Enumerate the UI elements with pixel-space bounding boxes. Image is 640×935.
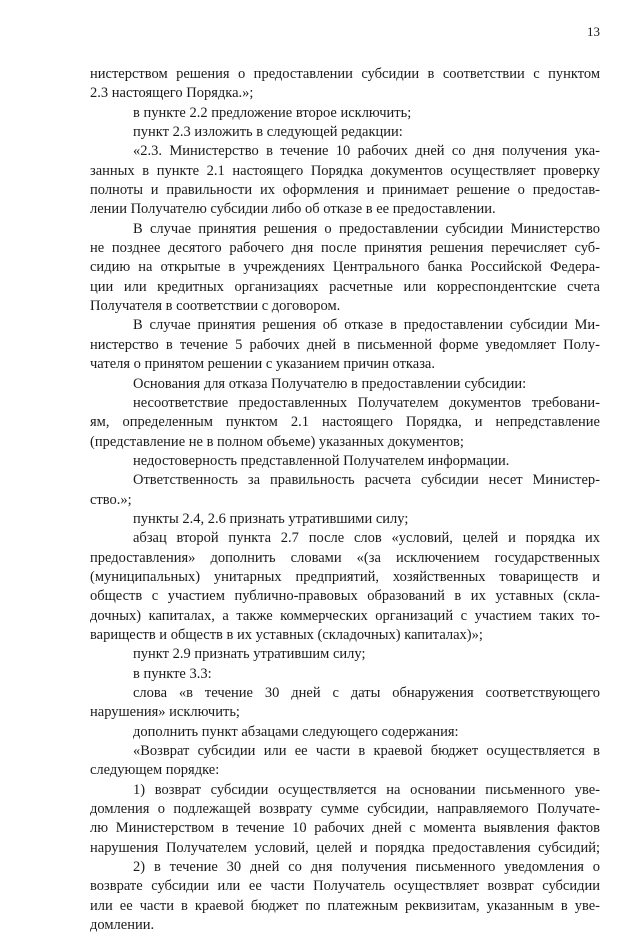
text-line: Получателя в соответствии с договором. [90, 298, 341, 315]
page-number: 13 [587, 24, 600, 39]
text-line: чателя о принятом решении с указанием причин отказа. [90, 356, 435, 373]
text-line: сидию на открытые в учреждениях Центрального банка Российской Федера- [90, 259, 600, 276]
text-line: лю Министерством в течение 10 рабочих дней с момента выявления фактов [90, 820, 600, 837]
text-line: пункт 2.3 изложить в следующей редакции: [133, 124, 403, 141]
text-line: вариществ и обществ в их уставных (складочных) капиталах)»; [90, 626, 483, 643]
text-line: (представление не в полном объеме) указанных документов; [90, 433, 464, 450]
text-line: дополнить пункт абзацами следующего содержания: [133, 723, 459, 740]
text-line: в пункте 2.2 предложение второе исключить; [133, 104, 412, 121]
text-line: предоставления» дополнить словами «(за исключением государственных [90, 549, 600, 566]
text-line: нарушения» исключить; [90, 704, 240, 721]
text-line: дочных) капиталах, а также коммерческих организаций с участием таких то- [90, 607, 600, 624]
text-line: лении Получателю субсидии либо об отказе в ее предоставлении. [90, 201, 496, 218]
text-line: не позднее десятого рабочего дня после принятия решения перечисляет суб- [90, 240, 600, 257]
text-line: обществ с участием публично-правовых образований в их уставных (скла- [90, 588, 600, 605]
text-line: домления о подлежащей возврату сумме субсидии, направляемого Получате- [90, 801, 600, 818]
text-line: (муниципальных) унитарных предприятий, хозяйственных товариществ и [90, 568, 600, 585]
text-line: Основания для отказа Получателю в предоставлении субсидии: [133, 375, 527, 392]
text-line: 1) возврат субсидии осуществляется на основании письменного уве- [133, 781, 600, 798]
text-line: абзац второй пункта 2.7 после слов «условий, целей и порядка их [133, 530, 600, 547]
text-line: слова «в течение 30 дней с даты обнаружения соответствующего [133, 685, 600, 701]
text-line: ство.»; [90, 491, 132, 508]
text-line: возврате субсидии или ее части Получатель осуществляет возврат субсидии [90, 878, 600, 895]
text-line: 2.3 настоящего Порядка.»; [90, 85, 254, 102]
text-line: домлении. [90, 917, 155, 934]
text-line: В случае принятия решения о предоставлении субсидии Министерство [133, 220, 600, 237]
text-line: В случае принятия решения об отказе в предоставлении субсидии Ми- [133, 317, 600, 334]
text-line: в пункте 3.3: [133, 665, 212, 682]
text-line: 2) в течение 30 дней со дня получения письменного уведомления о [133, 859, 600, 876]
text-line: несоответствие предоставленных Получателем документов требовани- [133, 394, 600, 411]
text-line: нистерство в течение 5 рабочих дней в письменной форме уведомляет Полу- [90, 336, 600, 353]
text-line: нистерством решения о предоставлении субсидии в соответствии с пунктом [90, 66, 600, 82]
text-line: нарушения Получателем условий, целей и порядка предоставления субсидий; [90, 839, 600, 856]
text-line: пункт 2.9 признать утратившим силу; [133, 646, 366, 663]
text-line: ям, определенным пунктом 2.1 настоящего Порядка, и непредставление [90, 414, 600, 431]
text-line: «Возврат субсидии или ее части в краевой бюджет осуществляется в [133, 743, 600, 760]
document-body [90, 65, 600, 935]
text-line: Ответственность за правильность расчета субсидии несет Министер- [133, 472, 600, 489]
text-line: или ее части в краевой бюджет по платежным реквизитам, указанным в уве- [90, 897, 600, 914]
text-line: следующем порядке: [90, 762, 220, 779]
text-line: занных в пункте 2.1 настоящего Порядка документов осуществляет проверку [90, 162, 600, 179]
text-line: полноты и правильности их оформления и принимает решение о предостав- [90, 182, 600, 199]
text-line: ции или кредитных организациях расчетные или корреспондентские счета [90, 278, 600, 295]
text-line: пункты 2.4, 2.6 признать утратившими силу; [133, 510, 409, 527]
text-line: «2.3. Министерство в течение 10 рабочих дней со дня получения ука- [133, 143, 600, 160]
text-line: недостоверность представленной Получателем информации. [133, 452, 510, 469]
